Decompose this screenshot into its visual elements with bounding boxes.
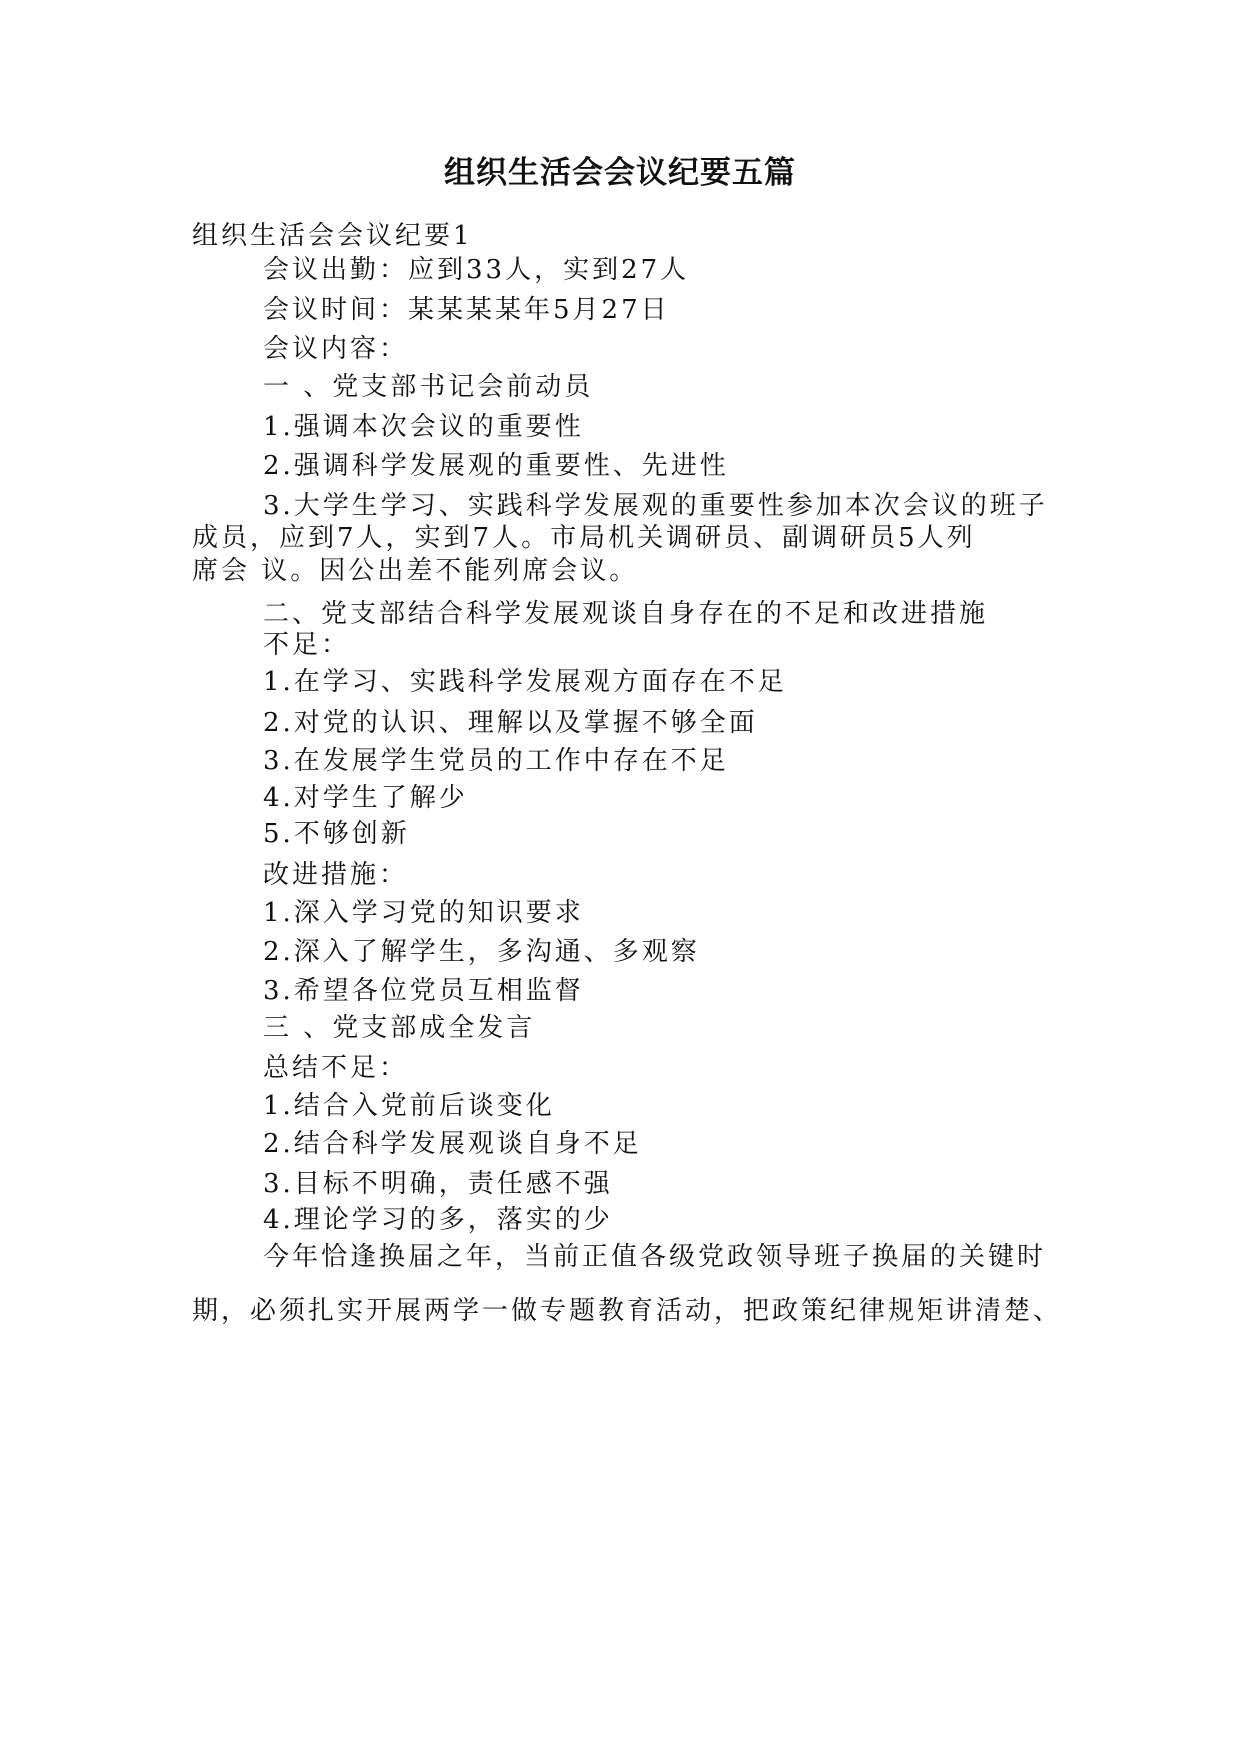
meeting-time-line: 会议时间：某某某某年5月27日 xyxy=(263,295,670,325)
list-item: 2.强调科学发展观的重要性、先进性 xyxy=(263,451,729,481)
subheading-summary: 总结不足： xyxy=(263,1053,409,1083)
list-item: 5.不够创新 xyxy=(263,819,410,849)
list-item: 3.目标不明确，责任感不强 xyxy=(263,1169,613,1199)
meeting-content-label: 会议内容： xyxy=(263,334,409,364)
attendance-line: 会议出勤：应到33人，实到27人 xyxy=(263,255,690,285)
subheading-improvements: 改进措施： xyxy=(263,860,409,890)
list-item: 4.对学生了解少 xyxy=(263,783,468,813)
list-item: 1.结合入党前后谈变化 xyxy=(263,1091,555,1121)
list-item: 2.结合科学发展观谈自身不足 xyxy=(263,1129,642,1159)
list-item: 4.理论学习的多，落实的少 xyxy=(263,1205,613,1235)
section-heading-1: 组织生活会会议纪要1 xyxy=(192,221,473,251)
paragraph-line: 3.大学生学习、实践科学发展观的重要性参加本次会议的班子 xyxy=(263,491,1048,521)
paragraph-line: 成员，应到7人，实到7人。市局机关调研员、副调研员5人列 xyxy=(192,523,976,553)
list-item: 2.深入了解学生，多沟通、多观察 xyxy=(263,937,700,967)
paragraph-line: 期，必须扎实开展两学一做专题教育活动，把政策纪律规矩讲清楚、 xyxy=(192,1296,1063,1326)
list-item: 1.强调本次会议的重要性 xyxy=(263,412,584,442)
subheading-shortcomings: 不足： xyxy=(263,630,351,660)
list-item: 1.在学习、实践科学发展观方面存在不足 xyxy=(263,667,787,697)
item-heading-3: 三 、党支部成全发言 xyxy=(263,1013,536,1043)
list-item: 2.对党的认识、理解以及掌握不够全面 xyxy=(263,708,758,738)
paragraph-line: 今年恰逢换届之年，当前正值各级党政领导班子换届的关键时 xyxy=(263,1242,1047,1272)
item-heading-2: 二、党支部结合科学发展观谈自身存在的不足和改进措施 xyxy=(263,599,989,629)
item-heading-1: 一 、党支部书记会前动员 xyxy=(263,372,594,402)
list-item: 3.希望各位党员互相监督 xyxy=(263,976,584,1006)
list-item: 1.深入学习党的知识要求 xyxy=(263,898,584,928)
paragraph-line: 席会 议。因公出差不能列席会议。 xyxy=(192,556,639,586)
document-title: 组织生活会会议纪要五篇 xyxy=(444,155,796,191)
list-item: 3.在发展学生党员的工作中存在不足 xyxy=(263,746,729,776)
